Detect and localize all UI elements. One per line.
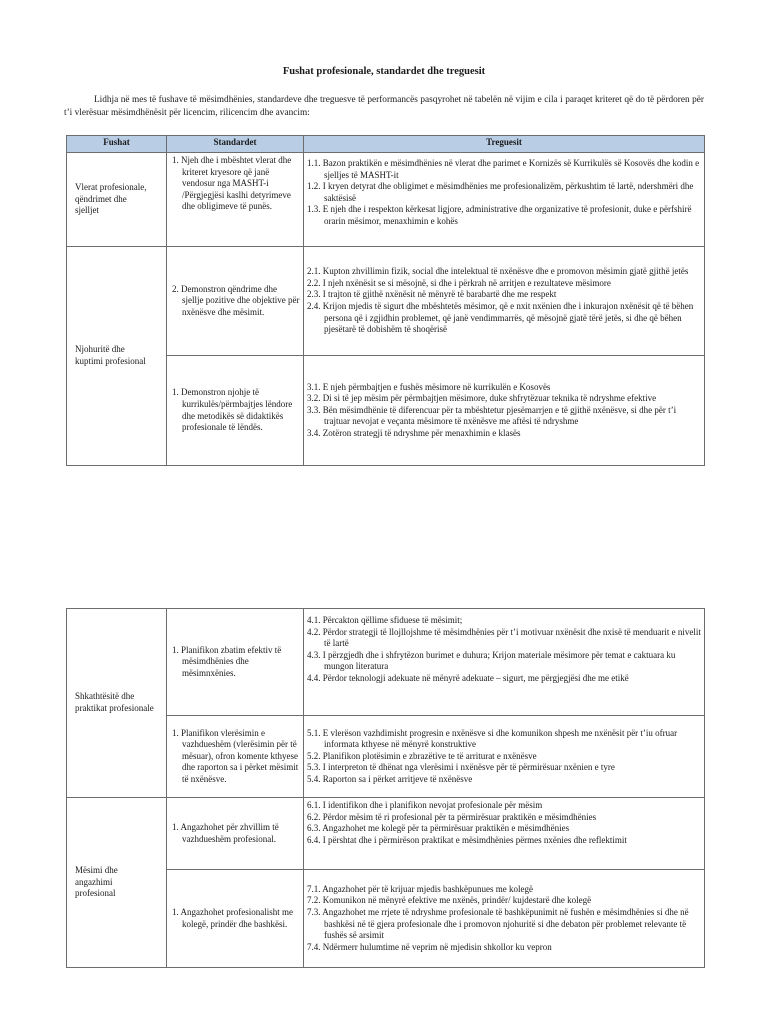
standard-text: 1. Demonstron njohje të kurrikulës/përmbajtjes lëndore dhe metodikës së didaktikës profesionale të lëndës.: [172, 387, 293, 433]
indicator-item: 7.4. Ndërmerr hulumtime në veprim në mjedisin shkollor ku vepron: [307, 941, 552, 952]
standard-cell: [167, 247, 304, 356]
standard-cell: [167, 870, 304, 968]
indicator-item: 2.4. Krijon mjedis të sigurt dhe mbështetës mësimor, që e nxit nxënien dhe i inkurajon nxënësit që të bëhen persona që i zgjidhin problemet, që janë vendimmarrës, që mësojnë gjatë tërë jetës, si dhe që bëhen pjesëtarë të dobishëm të shoqërisë: [307, 301, 694, 335]
standards-table-1: [66, 135, 705, 466]
standard-text: 1. Planifikon vlerësimin e vazhdueshëm (vlerësimin për të mësuar), ofron komente kthyese dhe raporton sa i përket mësimit të nxënësve.: [172, 727, 299, 784]
indicator-item: 6.4. I përshtat dhe i përmirëson praktikat e mësimdhënies përmes nxënies dhe reflektimit: [307, 834, 627, 845]
header-standardet: Standardet: [167, 136, 304, 153]
field-label: Shkathtësitë dhe praktikat profesionale: [75, 691, 154, 713]
intro-paragraph: Lidhja në mes të fushave të mësimdhënies, standardeve dhe treguesve të performancës pasqyrohet në tabelën në vijim e cila i paraqet kriteret që do të përdoren për t’i vlerësuar mësimdhënësit për licencim, rilicencim dhe avancim:: [64, 95, 704, 118]
indicator-item: 1.1. Bazon praktikën e mësimdhënies në vlerat dhe parimet e Kornizës së Kurrikulës së Kosovës dhe kodin e sjelljes të MASHT-it: [307, 158, 700, 180]
field-label: Vlerat profesionale, qëndrimet dhe sjelljet: [75, 182, 147, 216]
indicator-item: 5.1. E vlerëson vazhdimisht progresin e nxënësve si dhe komunikon shpesh me nxënësit për t’iu ofruar informata kthyese në mënyrë konstruktive: [307, 727, 678, 750]
indicator-cell: [304, 716, 705, 798]
indicator-item: 2.2. I njeh nxënësit se si mësojnë, si dhe i përkrah në arritjen e rezultateve mësimore: [307, 277, 611, 288]
field-cell: [67, 609, 167, 798]
standard-cell: [167, 356, 304, 466]
indicator-cell: [304, 356, 705, 466]
field-cell: [67, 798, 167, 968]
indicator-cell: [304, 247, 705, 356]
header-fushat: Fushat: [67, 136, 167, 153]
indicator-item: 7.3. Angazhohet me rrjete të ndryshme profesionale të bashkëpunimit në fushën e mësimdhënies si dhe në bashkësi në të gjera profesionale dhe i promovon njohuritë si dhe debaton për problemet relevante të fushës së arsimit: [307, 906, 689, 941]
table-row: [67, 609, 705, 716]
indicator-item: 1.2. I kryen detyrat dhe obligimet e mësimdhënies me profesionalizëm, përkushtim të lartë, ndershmëri dhe saktësisë: [307, 181, 694, 203]
header-treguesit: Treguesit: [304, 136, 705, 153]
indicator-item: 5.4. Raporton sa i përket arritjeve të nxënësve: [307, 773, 473, 784]
indicator-item: 2.3. I trajton të gjithë nxënësit në mënyrë të barabartë dhe me respekt: [307, 289, 557, 300]
indicator-item: 6.3. Angazhohet me kolegë për ta përmirësuar praktikën e mësimdhënies: [307, 823, 570, 834]
indicator-cell: [304, 609, 705, 716]
indicator-item: 4.2. Përdor strategji të llojllojshme të mësimdhënies për t’i motivuar nxënësit dhe nxisë të menduarit e nivelit të lartë: [307, 626, 701, 649]
indicator-item: 6.1. I identifikon dhe i planifikon nevojat profesionale për mësim: [307, 800, 543, 810]
standard-text: 1. Angazhohet për zhvillim të vazhdueshëm profesional.: [172, 821, 279, 844]
table-row: [67, 798, 705, 870]
indicator-item: 5.2. Planifikon plotësimin e zbrazëtive te të arriturat e nxënësve: [307, 750, 537, 761]
indicator-item: 3.1. E njeh përmbajtjen e fushës mësimore në kurrikulën e Kosovës: [307, 381, 551, 392]
indicator-item: 4.3. I përzgjedh dhe i shfrytëzon burimet e duhura; Krijon materiale mësimore për temat e caktuara ku mungon literatura: [307, 649, 676, 672]
indicator-item: 4.4. Përdor teknologji adekuate në mënyrë adekuate – sigurt, me përgjegjësi dhe me etikë: [307, 672, 629, 683]
table-row: [67, 153, 705, 247]
standard-cell: [167, 153, 304, 247]
header-row: [67, 136, 705, 153]
indicator-item: 6.2. Përdor mësim të ri profesional për ta përmirësuar praktikën e mësimdhënies: [307, 811, 597, 822]
standard-cell: [167, 798, 304, 870]
indicator-item: 3.2. Di si të jep mësim për përmbajtjen mësimore, duke shfrytëzuar teknika të ndryshme efektive: [307, 393, 657, 404]
standard-cell: [167, 609, 304, 716]
indicator-cell: [304, 870, 705, 968]
field-label: Njohuritë dhe kuptimi profesional: [75, 344, 146, 366]
table-row: [67, 247, 705, 356]
indicator-item: 5.3. I interpreton të dhënat nga vlerësimi i nxënësve për të përmirësuar nxënien e tyre: [307, 762, 615, 773]
indicator-item: 3.3. Bën mësimdhënie të diferencuar për ta mbështetur pjesëmarrjen e të gjithë nxënësve, si dhe për t’i trajtuar nevojat e veçanta mësimore të nxënësve me aftësi të ndryshme: [307, 404, 677, 427]
standard-text: 1. Angazhohet profesionalisht me kolegë, prindër dhe bashkësi.: [172, 906, 293, 929]
indicator-item: 1.3. E njeh dhe i respekton kërkesat ligjore, administrative dhe organizative të profesionit, duke e përfshirë orarin mësimor, menaxhimin e kohës: [307, 204, 692, 226]
standard-cell: [167, 716, 304, 798]
indicator-item: 3.4. Zotëron strategji të ndryshme për menaxhimin e klasës: [307, 427, 521, 438]
indicator-item: 7.1. Angazhohet për të krijuar mjedis bashkëpunues me kolegë: [307, 883, 533, 894]
indicator-cell: [304, 798, 705, 870]
field-cell: [67, 153, 167, 247]
indicator-item: 4.1. Përcakton qëllime sfiduese të mësimit;: [307, 615, 463, 625]
field-cell: [67, 247, 167, 466]
field-label: Mësimi dhe angazhimi profesional: [75, 865, 118, 899]
standard-text: 1. Njeh dhe i mbështet vlerat dhe kriteret kryesore që janë vendosur nga MASHT-i /Përgjegjësi kaslhi detyrimeve dhe obligimeve të punës.: [172, 155, 292, 212]
standard-text: 1. Planifikon zbatim efektiv të mësimdhënies dhe mësimnxënies.: [172, 644, 282, 678]
indicator-item: 2.1. Kupton zhvillimin fizik, social dhe intelektual të nxënësve dhe e promovon mësimin gjatë gjithë jetës: [307, 266, 689, 277]
indicator-item: 7.2. Komunikon në mënyrë efektive me nxënës, prindër/ kujdestarë dhe kolegë: [307, 895, 592, 906]
standard-text: 2. Demonstron qëndrime dhe sjellje pozitive dhe objektive për nxënësve dhe mësimit.: [172, 283, 300, 317]
page-title: Fushat profesionale, standardet dhe treguesit: [282, 66, 486, 77]
standards-table-2: [66, 608, 705, 968]
indicator-cell: [304, 153, 705, 247]
